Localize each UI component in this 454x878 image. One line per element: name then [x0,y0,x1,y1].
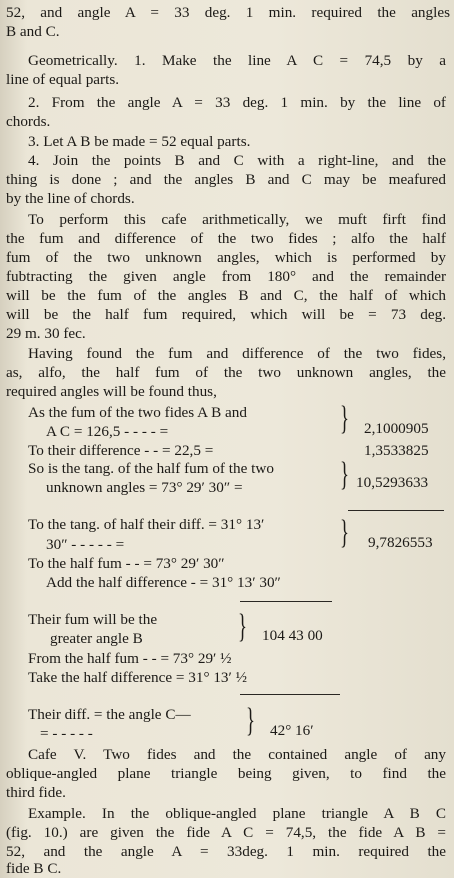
text-line: as, alfo, the half fum of the two unknown angles, the [6,364,446,381]
sum-rule [348,510,444,511]
calc-row: To the tang. of half their diff. = 31° 13′ [28,516,265,533]
brace-icon: } [340,400,349,437]
brace-icon: } [340,514,349,551]
text-line: fide B C. [6,860,62,877]
calc-value: 104 43 00 [262,627,323,644]
text-line: Geometrically. 1. Make the line A C = 74,5 by a [28,52,446,69]
calc-value: 10,5293633 [356,474,429,491]
text-line: by the line of chords. [6,190,135,207]
calc-row: Their diff. = the angle C— [28,706,191,723]
calc-value: 1,3533825 [364,442,429,459]
text-line: 3. Let A B be made = 52 equal parts. [28,133,251,150]
text-line: 29 m. 30 fec. [6,325,86,342]
sum-rule [240,694,340,695]
text-line: chords. [6,113,51,130]
sum-rule [240,601,332,602]
brace-icon: } [238,608,247,645]
text-line: line of equal parts. [6,71,120,88]
text-line: 52, and angle A = 33 deg. 1 min. required the angles [6,4,450,21]
brace-icon: } [340,456,349,493]
text-line: oblique-angled plane triangle being given, to find the [6,765,446,782]
text-line: Cafe V. Two fides and the contained angle of any [28,746,446,763]
text-line: To perform this cafe arithmetically, we muft firft find [28,211,446,228]
text-line: 4. Join the points B and C with a right-line, and the [28,152,446,169]
calc-row: Add the half difference - = 31° 13′ 30″ [46,574,281,591]
text-line: third fide. [6,784,66,801]
calc-row: To their difference - - = 22,5 = [28,442,214,459]
brace-icon: } [246,702,255,739]
text-line: 52, and the angle A = 33deg. 1 min. required the [6,843,446,860]
text-line: fum of the two unknown angles, which is performed by [6,249,446,266]
calc-value: 2,1000905 [364,420,429,437]
text-line: the fum and difference of the two fides ; alfo the half [6,230,446,247]
calc-row: = - - - - - [40,725,93,742]
text-line: will be the fum of the angles B and C, the half of which [6,287,446,304]
text-line: B and C. [6,23,60,40]
calc-row: To the half fum - - = 73° 29′ 30″ [28,555,225,572]
text-line: (fig. 10.) are given the fide A C = 74,5, the fide A B = [6,824,446,841]
calc-row: greater angle B [50,630,143,647]
calc-row: unknown angles = 73° 29′ 30″ = [46,479,243,496]
calc-row: Take the half difference = 31° 13′ ½ [28,669,248,686]
calc-value: 9,7826553 [368,534,433,551]
calc-value: 42° 16′ [270,722,314,739]
text-line: thing is done ; and the angles B and C may be meafured [6,171,446,188]
text-line: fubtracting the given angle from 180° and the remainder [6,268,446,285]
text-line: 2. From the angle A = 33 deg. 1 min. by the line of [28,94,446,111]
calc-row: A C = 126,5 - - - - = [46,423,169,440]
calc-row: So is the tang. of the half fum of the two [28,460,274,477]
text-line: Having found the fum and difference of the two fides, [28,345,446,362]
calc-row: 30″ - - - - - = [46,536,125,553]
text-line: required angles will be found thus, [6,383,217,400]
calc-row: As the fum of the two fides A B and [28,404,247,421]
calc-row: From the half fum - - = 73° 29′ ½ [28,650,232,667]
text-line: Example. In the oblique-angled plane triangle A B C [28,805,446,822]
calc-row: Their fum will be the [28,611,158,628]
text-line: will be the half fum required, which will be = 73 deg. [6,306,446,323]
